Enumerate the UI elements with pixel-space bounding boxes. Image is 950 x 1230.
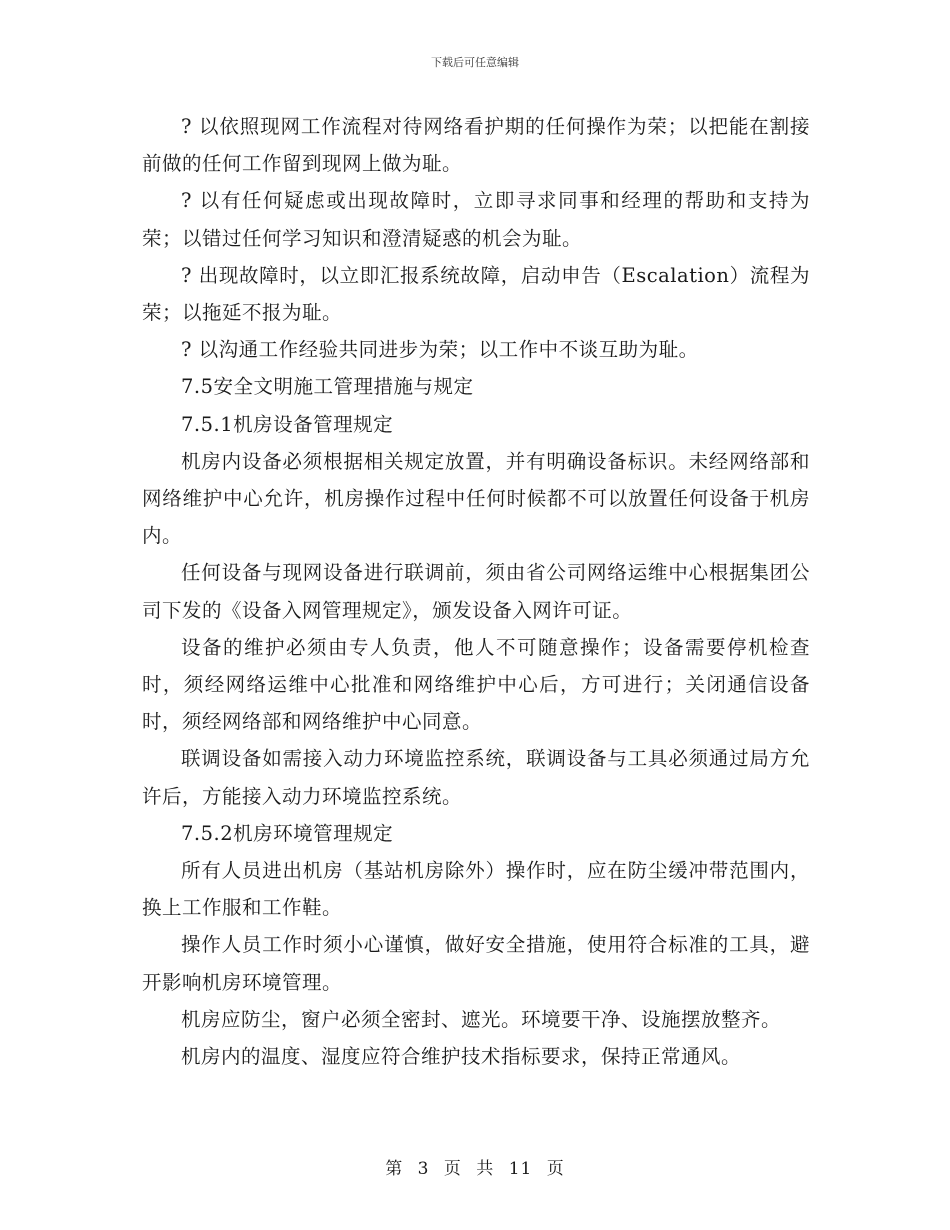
paragraph: 所有人员进出机房（基站机房除外）操作时，应在防尘缓冲带范围内，换上工作服和工作鞋。 bbox=[142, 859, 810, 920]
page-unit-label: 页 bbox=[443, 1159, 462, 1179]
paragraph: 机房内的温度、湿度应符合维护技术指标要求，保持正常通风。 bbox=[181, 1045, 742, 1069]
section-heading: 7.5安全文明施工管理措施与规定 bbox=[181, 375, 474, 399]
subsection-heading: 7.5.2机房环境管理规定 bbox=[181, 821, 394, 845]
total-pages-number: 11 bbox=[508, 1159, 533, 1179]
current-page-number: 3 bbox=[417, 1159, 430, 1179]
paragraph: 机房应防尘，窗户必须全密封、遮光。环境要干净、设施摆放整齐。 bbox=[181, 1007, 782, 1031]
paragraph: ? 出现故障时，以立即汇报系统故障，启动申告（Escalation）流程为荣；以拖延不报为耻。 bbox=[142, 263, 810, 325]
subsection-heading: 7.5.1机房设备管理规定 bbox=[181, 412, 394, 436]
page-header: 下载后可任意编辑 bbox=[431, 56, 519, 69]
paragraph: ? 以沟通工作经验共同进步为荣；以工作中不谈互助为耻。 bbox=[181, 338, 699, 362]
paragraph: 任何设备与现网设备进行联调前，须由省公司网络运维中心根据集团公司下发的《设备入网管理规定》，颁发设备入网许可证。 bbox=[142, 561, 810, 622]
page-footer bbox=[0, 1154, 950, 1179]
paragraph: 机房内设备必须根据相关规定放置，并有明确设备标识。未经网络部和网络维护中心允许，机房操作过程中任何时候都不可以放置任何设备于机房内。 bbox=[142, 449, 810, 548]
paragraph: 联调设备如需接入动力环境监控系统，联调设备与工具必须通过局方允许后，方能接入动力环境监控系统。 bbox=[142, 747, 810, 808]
page-label: 第 bbox=[385, 1159, 404, 1179]
total-label: 共 bbox=[476, 1159, 495, 1179]
paragraph: ? 以有任何疑虑或出现故障时，立即寻求同事和经理的帮助和支持为荣；以错过任何学习知识和澄清疑惑的机会为耻。 bbox=[142, 189, 810, 250]
paragraph: 设备的维护必须由专人负责，他人不可随意操作；设备需要停机检查时，须经网络运维中心批准和网络维护中心后，方可进行；关闭通信设备时，须经网络部和网络维护中心同意。 bbox=[142, 635, 810, 734]
document-body bbox=[142, 108, 810, 1075]
paragraph: ? 以依照现网工作流程对待网络看护期的任何操作为荣；以把能在割接前做的任何工作留到现网上做为耻。 bbox=[142, 115, 810, 176]
paragraph: 操作人员工作时须小心谨慎，做好安全措施，使用符合标准的工具，避开影响机房环境管理。 bbox=[142, 933, 810, 994]
total-unit-label: 页 bbox=[546, 1159, 565, 1179]
